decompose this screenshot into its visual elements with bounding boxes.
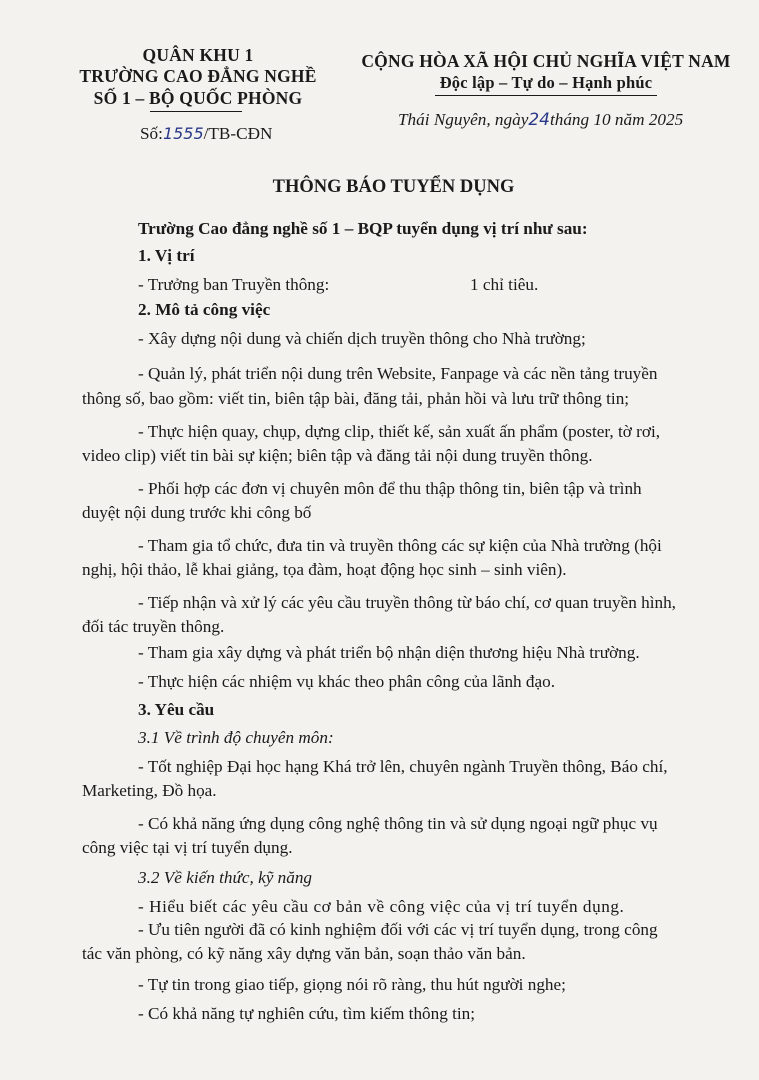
doc-number — [140, 122, 272, 146]
header-left — [60, 45, 336, 109]
req1-item-1-l2: Marketing, Đồ họa. — [82, 781, 217, 800]
job-item-5-l1: - Tham gia tổ chức, đưa tin và truyền thông các sự kiện của Nhà trường (hội — [138, 536, 662, 555]
req2-item-2-l2: tác văn phòng, có kỹ năng xây dựng văn bản, soạn thảo văn bản. — [82, 944, 526, 963]
date-suffix: tháng 10 năm 2025 — [549, 110, 684, 129]
req1-item-1-l1: - Tốt nghiệp Đại học hạng Khá trở lên, chuyên ngành Truyền thông, Báo chí, — [138, 757, 668, 776]
nation-name: CỘNG HÒA XÃ HỘI CHỦ NGHĨA VIỆT NAM — [361, 51, 731, 71]
doc-date — [398, 108, 683, 132]
nation-motto: Độc lập – Tự do – Hạnh phúc — [439, 73, 653, 92]
sub2-heading: 3.2 Về kiến thức, kỹ năng — [138, 868, 313, 887]
doc-number-prefix: Số: — [140, 124, 163, 143]
job-item-6-l2: đối tác truyền thông. — [82, 617, 225, 636]
job-item-1: - Xây dựng nội dung và chiến dịch truyền thông cho Nhà trường; — [138, 329, 586, 348]
section2-heading: 2. Mô tả công việc — [138, 300, 271, 319]
req2-item-1: - Hiểu biết các yêu cầu cơ bản về công việc của vị trí tuyển dụng. — [138, 897, 625, 916]
job-item-8: - Thực hiện các nhiệm vụ khác theo phân công của lãnh đạo. — [138, 672, 556, 691]
doc-number-handwritten: 1555 — [162, 124, 204, 143]
job-item-3-l2: video clip) viết tin bài sự kiện; biên tập và đăng tải nội dung truyền thông. — [82, 446, 593, 465]
sub1-heading: 3.1 Về trình độ chuyên môn: — [138, 728, 334, 747]
intro-line: Trường Cao đẳng nghề số 1 – BQP tuyển dụng vị trí như sau: — [138, 219, 588, 238]
org-subname: SỐ 1 – BỘ QUỐC PHÒNG — [93, 88, 303, 108]
org-name: TRƯỜNG CAO ĐẲNG NGHỀ — [79, 66, 317, 86]
header-right-underline — [435, 95, 657, 96]
section1-heading: 1. Vị trí — [138, 246, 195, 265]
job-item-3-l1: - Thực hiện quay, chụp, dựng clip, thiết kế, sản xuất ấn phẩm (poster, tờ rơi, — [138, 422, 661, 441]
req2-item-4: - Có khả năng tự nghiên cứu, tìm kiếm thông tin; — [138, 1004, 476, 1023]
org-parent: QUÂN KHU 1 — [142, 45, 254, 65]
job-item-2-l2: thông số, bao gồm: viết tin, biên tập bài, đăng tải, phản hồi và lưu trữ thông tin; — [82, 389, 630, 408]
req2-item-3: - Tự tin trong giao tiếp, giọng nói rõ ràng, thu hút người nghe; — [138, 975, 566, 994]
section3-heading: 3. Yêu cầu — [138, 700, 215, 719]
doc-number-suffix: /TB-CĐN — [203, 124, 273, 143]
req1-item-2-l1: - Có khả năng ứng dụng công nghệ thông tin và sử dụng ngoại ngữ phục vụ — [138, 814, 658, 833]
position-quota: 1 chỉ tiêu. — [470, 275, 539, 294]
job-item-4-l1: - Phối hợp các đơn vị chuyên môn để thu thập thông tin, biên tập và trình — [138, 479, 642, 498]
job-item-2-l1: - Quản lý, phát triển nội dung trên Website, Fanpage và các nền tảng truyền — [138, 364, 658, 383]
date-day-handwritten: 24 — [528, 110, 550, 130]
req2-item-2-l1: - Ưu tiên người đã có kinh nghiệm đối với các vị trí tuyển dụng, trong công — [138, 920, 658, 939]
date-prefix: Thái Nguyên, ngày — [398, 110, 529, 129]
req1-item-2-l2: công việc tại vị trí tuyển dụng. — [82, 838, 293, 857]
job-item-7: - Tham gia xây dựng và phát triển bộ nhận diện thương hiệu Nhà trường. — [138, 643, 640, 662]
header-left-underline — [150, 111, 242, 112]
job-item-6-l1: - Tiếp nhận và xử lý các yêu cầu truyền thông từ báo chí, cơ quan truyền hình, — [138, 593, 676, 612]
job-item-4-l2: duyệt nội dung trước khi công bố — [82, 503, 312, 522]
doc-title: THÔNG BÁO TUYỂN DỤNG — [272, 177, 515, 197]
job-item-5-l2: nghị, hội thảo, lễ khai giảng, tọa đàm, hoạt động học sinh – sinh viên). — [82, 560, 567, 579]
header-right — [356, 50, 736, 94]
position-label: - Trưởng ban Truyền thông: — [138, 275, 330, 294]
